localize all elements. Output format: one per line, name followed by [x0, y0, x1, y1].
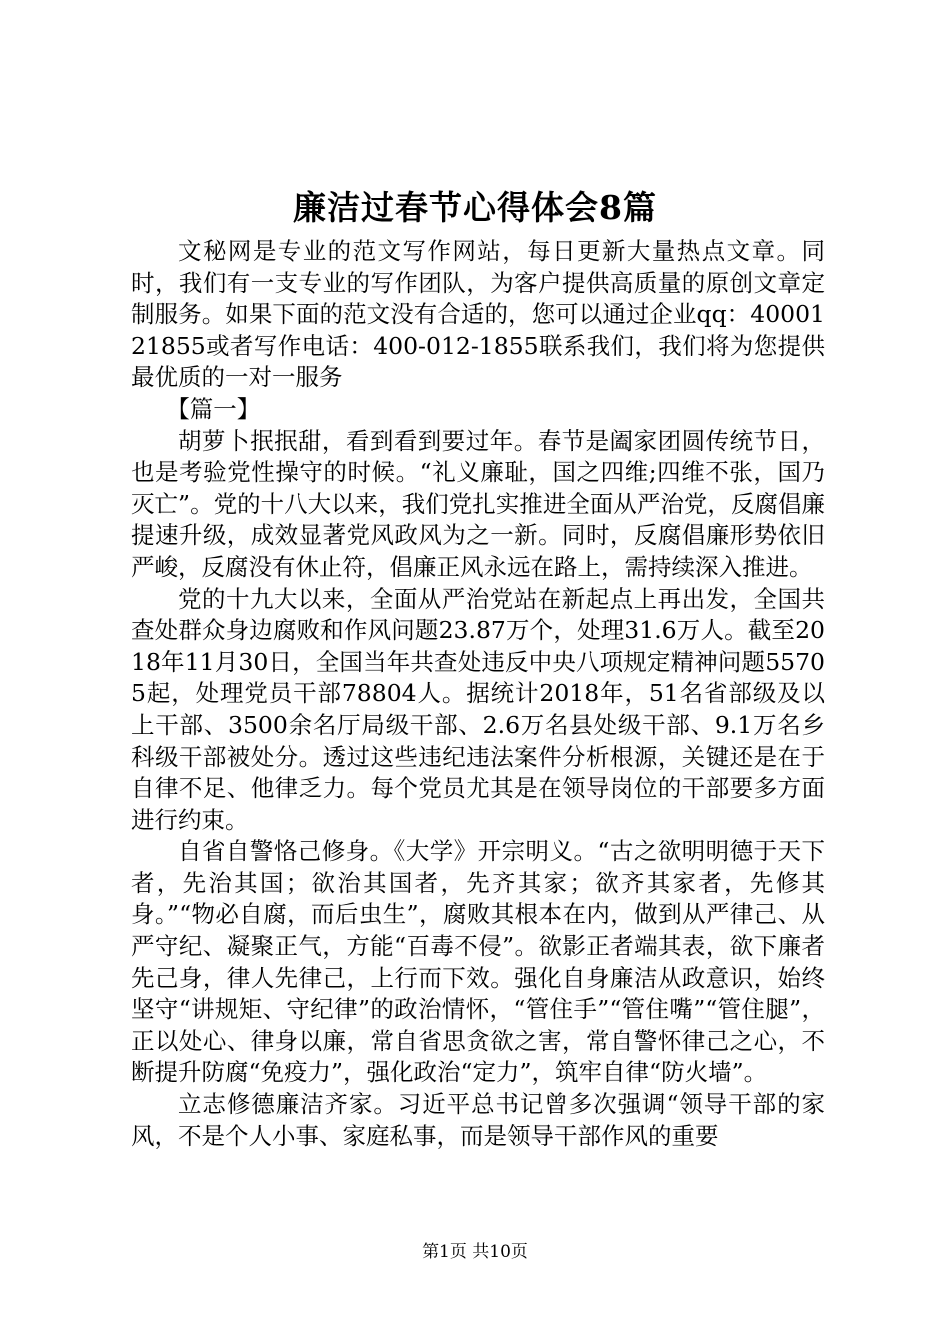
document-body: [131, 236, 825, 1152]
body-paragraph-1: 胡萝卜抿抿甜，看到看到要过年。春节是阖家团圆传统节日，也是考验党性操守的时候。“礼义廉耻，国之四维;四维不张，国乃灭亡”。党的十八大以来，我们党扎实推进全面从严治党，反腐倡廉提速升级，成效显著党风政风为之一新。同时，反腐倡廉形势依旧严峻，反腐没有休止符，倡廉正风永远在路上，需持续深入推进。: [131, 426, 825, 581]
section-heading: 【篇一】: [166, 394, 261, 423]
body-paragraph-2: 党的十九大以来，全面从严治党站在新起点上再出发，全国共查处群众身边腐败和作风问题23.87万个，处理31.6万人。截至2018年11月30日，全国当年共查处违反中央八项规定精神问题55705起，处理党员干部78804人。据统计2018年，51名省部级及以上干部、3500余名厅局级干部、2.6万名县处级干部、9.1万名乡科级干部被处分。透过这些违纪违法案件分析根源，关键还是在于自律不足、他律乏力。每个党员尤其是在领导岗位的干部要多方面进行约束。: [131, 584, 825, 834]
page-indicator: 第1页 共10页: [422, 1242, 528, 1262]
document-title: 廉洁过春节心得体会8篇: [293, 188, 657, 227]
page-footer: [0, 1240, 950, 1264]
intro-paragraph: 文秘网是专业的范文写作网站，每日更新大量热点文章。同时，我们有一支专业的写作团队，为客户提供高质量的原创文章定制服务。如果下面的范文没有合适的，您可以通过企业qq：4000121855或者写作电话：400-012-1855联系我们，我们将为您提供最优质的一对一服务: [131, 237, 825, 392]
body-paragraph-3: 自省自警恪己修身。《大学》开宗明义。“古之欲明明德于天下者，先治其国；欲治其国者，先齐其家；欲齐其家者，先修其身。”“物必自腐，而后虫生”，腐败其根本在内，做到从严律己、从严守纪、凝聚正气，方能“百毒不侵”。欲影正者端其表，欲下廉者先己身，律人先律己，上行而下效。强化自身廉洁从政意识，始终坚守“讲规矩、守纪律”的政治情怀，“管住手”“管住嘴”“管住腿”，正以处心、律身以廉，常自省思贪欲之害，常自警怀律己之心，不断提升防腐“免疫力”，强化政治“定力”，筑牢自律“防火墙”。: [131, 837, 825, 1087]
body-paragraph-4: 立志修德廉洁齐家。习近平总书记曾多次强调“领导干部的家风，不是个人小事、家庭私事，而是领导干部作风的重要: [131, 1090, 825, 1150]
